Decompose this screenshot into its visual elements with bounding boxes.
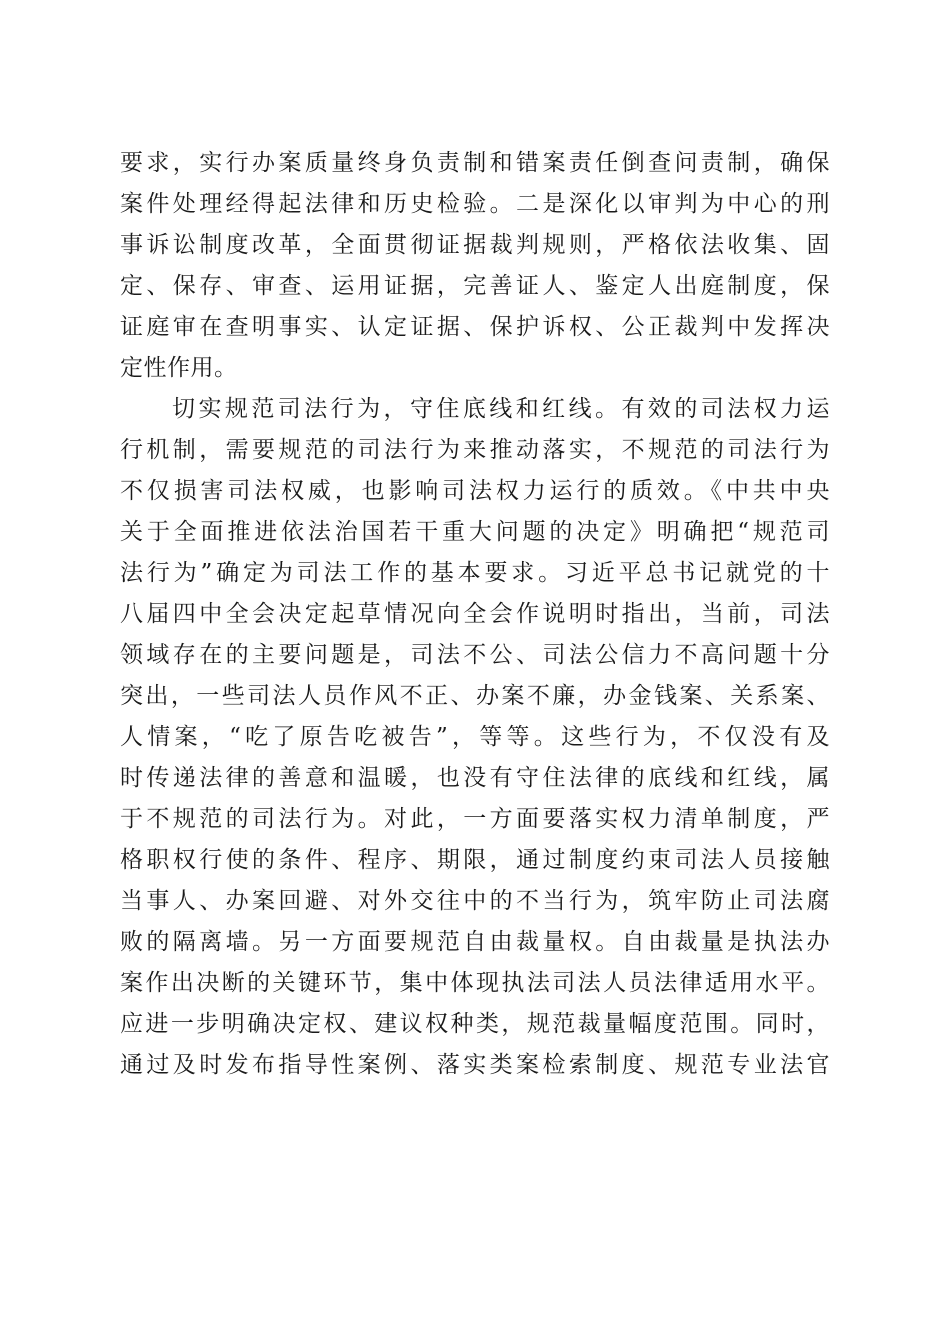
text-line: 案件处理经得起法律和历史检验。二是深化以审判为中心的刑 <box>120 191 830 217</box>
text-line: 关于全面推进依法治国若干重大问题的决定》明确把“规范司 <box>120 519 830 545</box>
text-line: 当事人、办案回避、对外交往中的不当行为，筑牢防止司法腐 <box>120 888 830 914</box>
text-line: 不仅损害司法权威，也影响司法权力运行的质效。《中共中央 <box>120 478 830 504</box>
text-line: 通过及时发布指导性案例、落实类案检索制度、规范专业法官 <box>120 1052 830 1078</box>
text-line: 突出，一些司法人员作风不正、办案不廉，办金钱案、关系案、 <box>120 683 830 709</box>
text-line: 八届四中全会决定起草情况向全会作说明时指出，当前，司法 <box>120 601 830 627</box>
text-line: 时传递法律的善意和温暖，也没有守住法律的底线和红线，属 <box>120 765 830 791</box>
text-line: 切实规范司法行为，守住底线和红线。有效的司法权力运 <box>172 396 830 422</box>
text-line: 行机制，需要规范的司法行为来推动落实，不规范的司法行为 <box>120 437 830 463</box>
text-line: 败的隔离墙。另一方面要规范自由裁量权。自由裁量是执法办 <box>120 929 830 955</box>
text-line: 事诉讼制度改革，全面贯彻证据裁判规则，严格依法收集、固 <box>120 232 830 258</box>
paragraph-1 <box>120 143 830 389</box>
text-line: 格职权行使的条件、程序、期限，通过制度约束司法人员接触 <box>120 847 830 873</box>
text-line: 证庭审在查明事实、认定证据、保护诉权、公正裁判中发挥决 <box>120 314 830 340</box>
text-line: 法行为”确定为司法工作的基本要求。习近平总书记就党的十 <box>120 560 830 586</box>
paragraph-2 <box>120 389 830 1086</box>
text-line: 领域存在的主要问题是，司法不公、司法公信力不高问题十分 <box>120 642 830 668</box>
text-line: 应进一步明确决定权、建议权种类，规范裁量幅度范围。同时， <box>120 1011 830 1037</box>
text-line: 定性作用。 <box>120 355 238 381</box>
text-line: 于不规范的司法行为。对此，一方面要落实权力清单制度，严 <box>120 806 830 832</box>
text-line: 人情案，“吃了原告吃被告”，等等。这些行为，不仅没有及 <box>120 724 830 750</box>
text-line: 定、保存、审查、运用证据，完善证人、鉴定人出庭制度，保 <box>120 273 830 299</box>
text-line: 案作出决断的关键环节，集中体现执法司法人员法律适用水平。 <box>120 970 830 996</box>
text-line: 要求，实行办案质量终身负责制和错案责任倒查问责制，确保 <box>120 150 830 176</box>
document-page <box>120 143 830 1086</box>
